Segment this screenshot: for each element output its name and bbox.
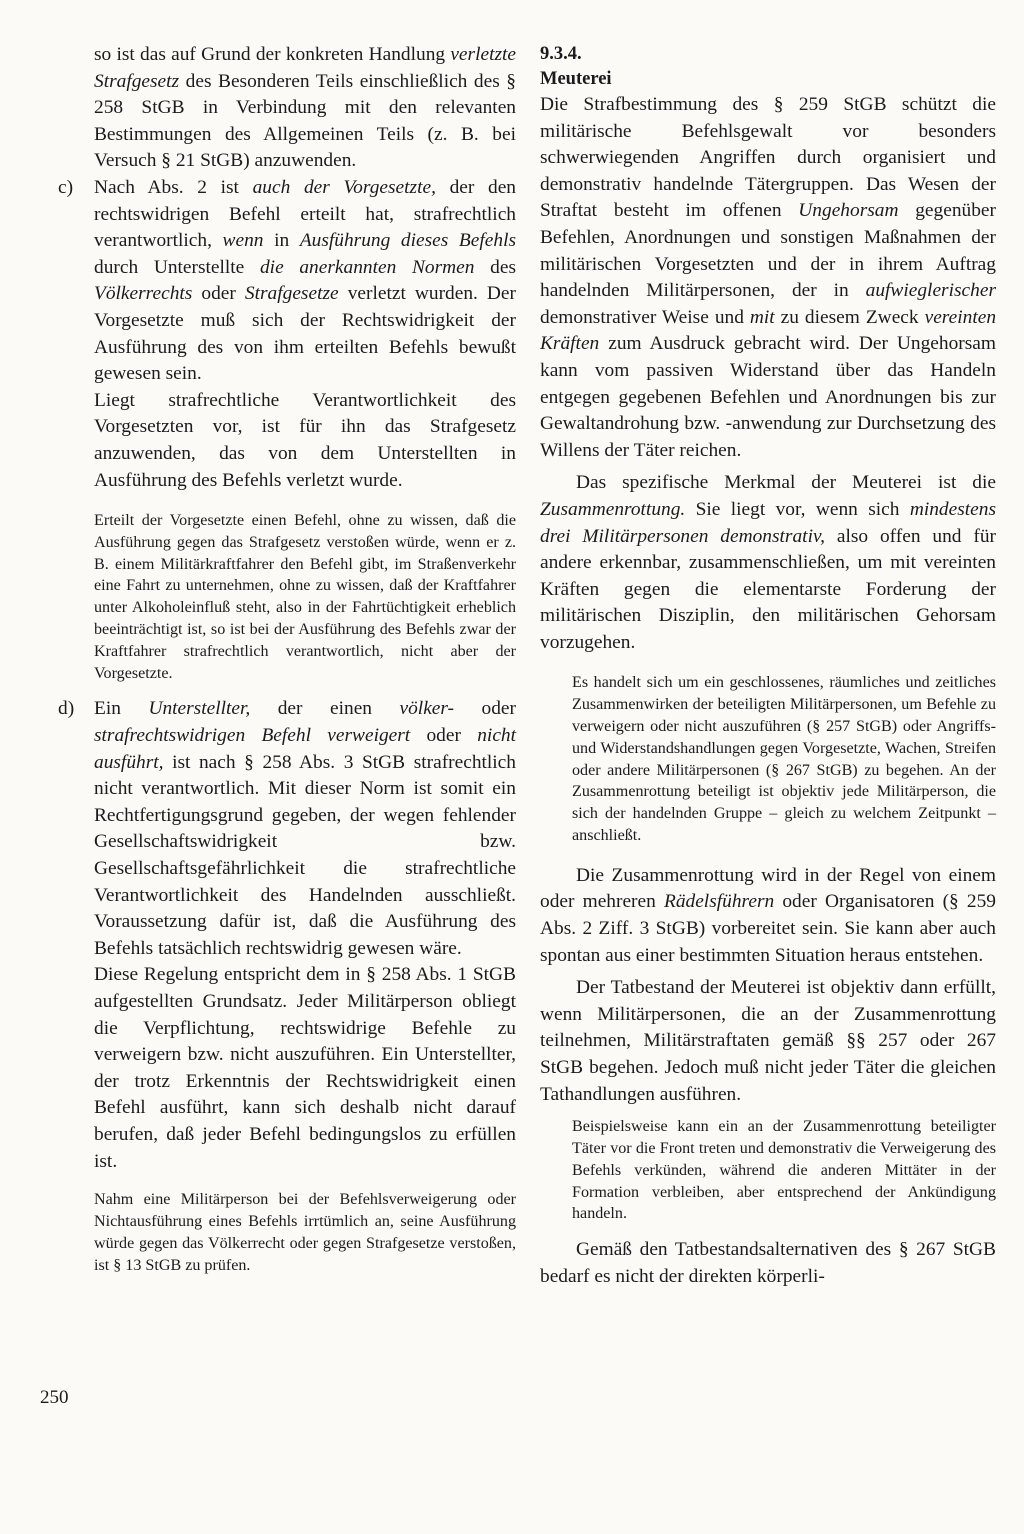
meuterei-paragraph-3: Die Zusammenrottung wird in der Regel von einem oder mehreren Rädelsführern oder Organisatoren (§ 259 Abs. 2 Ziff. 3 StGB) vorbereitet sein. Sie kann aber auch spontan aus einer bestimmten Situation heraus entstehen.	[540, 864, 996, 966]
meuterei-note-2: Beispielsweise kann ein an der Zusammenrottung beteiligter Täter vor die Front treten und demonstrativ die Verweigerung des Befehls verkünden, während die anderen Mittäter in der Formation verbleiben, aber entsprechend der Ankündigung handeln.	[572, 1118, 996, 1223]
list-item-c	[58, 175, 516, 685]
meuterei-paragraph-1: Die Strafbestimmung des § 259 StGB schützt die militärische Befehlsgewalt vor besonders schwerwiegenden Angriffen durch organisiert und demonstrativ handelnde Tätergruppen. Das Wesen der Straftat besteht im offenen Ungehorsam gegenüber Befehlen, Anordnungen und sonstigen Maßnahmen der militärischen Vorgesetzten und der in ihrem Auftrag handelnden Militärpersonen, der in aufwieglerischer demonstrativer Weise und mit zu diesem Zweck vereinten Kräften zum Ausdruck gebracht wird. Der Ungehorsam kann vom passiven Widerstand über das Handeln entgegen gegebenen Befehlen und Anordnungen bis zur Gewaltandrohung bzw. -anwendung zur Durchsetzung des Willens der Täter reichen.	[540, 94, 997, 461]
list-item-d	[58, 696, 516, 1276]
meuterei-note-1: Es handelt sich um ein geschlossenes, räumliches und zeitliches Zusammenwirken der beteiligten Militärpersonen, um Befehle zu verweigern oder nicht auszuführen (§ 257 StGB) oder Angriffs- und Widerstandshandlungen gegen Vorgesetzte, Wachen, Streifen oder andere Militärpersonen (§ 267 StGB) zu begehen. An der Zusammenrottung beteiligt ist objektiv jede Militärperson, die sich der handelnden Gruppe – gleich zu welchem Zeitpunkt – anschließt.	[572, 674, 996, 845]
list-marker-d: d)	[58, 698, 75, 720]
meuterei-paragraph-4: Der Tatbestand der Meuterei ist objektiv dann erfüllt, wenn Militärpersonen, die an der Zusammenrottung teilnehmen, Militärstraftaten gemäß §§ 257 oder 267 StGB begehen. Jedoch muß nicht jeder Täter die gleichen Tathandlungen ausführen.	[540, 977, 996, 1105]
page-number: 250	[40, 1387, 69, 1408]
item-d-paragraph-1: Ein Unterstellter, der einen völker- oder strafrechtswidrigen Befehl verweigert oder nicht ausführt, ist nach § 258 Abs. 3 StGB strafrechtlich nicht verantwortlich. Mit dieser Norm ist somit ein Rechtfertigungsgrund gegeben, der wegen fehlender Gesellschaftswidrigkeit bzw. Gesellschaftsgefährlichkeit die strafrechtliche Verantwortlichkeit des Handelnden ausschließt. Voraussetzung dafür ist, daß die Ausführung des Befehls tatsächlich rechtswidrig gewesen wäre.	[94, 698, 517, 959]
left-column	[58, 42, 516, 1276]
item-d-note: Nahm eine Militärperson bei der Befehlsverweigerung oder Nichtausführung eines Befehls irrtümlich an, seine Ausführung würde gegen das Völkerrecht oder gegen Strafgesetze verstoßen, ist § 13 StGB zu prüfen.	[94, 1191, 516, 1274]
item-d-paragraph-2: Diese Regelung entspricht dem in § 258 Abs. 1 StGB aufgestellten Grundsatz. Jeder Militärperson obliegt die Verpflichtung, rechtswidrige Befehle zu verweigern bzw. nicht auszuführen. Ein Unterstellter, der trotz Erkenntnis der Rechtswidrigkeit einen Befehl ausführt, kann sich deshalb nicht darauf berufen, daß jeder Befehl bedingungslos zu erfüllen ist.	[94, 964, 516, 1172]
intro-paragraph: so ist das auf Grund der konkreten Handlung verletzte Strafgesetz des Besonderen Teils einschließlich des § 258 StGB in Verbindung mit den relevanten Bestimmungen des Allgemeinen Teils (z. B. bei Versuch § 21 StGB) anzuwenden.	[94, 44, 516, 172]
list-marker-c: c)	[58, 176, 74, 198]
meuterei-paragraph-2: Das spezifische Merkmal der Meuterei ist die Zusammenrottung. Sie liegt vor, wenn sich mindestens drei Militärpersonen demonstrativ, also offen und für andere erkennbar, zusammenschließen, um mit vereinten Kräften gegen die elementarste Forderung der militärischen Disziplin, den militärischen Gehorsam vorzugehen.	[540, 472, 996, 653]
item-c-paragraph-2: Liegt strafrechtliche Verantwortlichkeit des Vorgesetzten vor, ist für ihn das Strafgesetz anzuwenden, das von dem Unterstellten in Ausführung des Befehls verletzt wurde.	[94, 389, 516, 491]
item-c-paragraph-1: Nach Abs. 2 ist auch der Vorgesetzte, der den rechtswidrigen Befehl erteilt hat, strafrechtlich verantwortlich, wenn in Ausführung dieses Befehls durch Unterstellte die anerkannten Normen des Völkerrechts oder Strafgesetze verletzt wurden. Der Vorgesetzte muß sich der Rechtswidrigkeit der Ausführung des von ihm erteilten Befehls bewußt gewesen sein.	[94, 176, 517, 385]
section-title: Meuterei	[540, 69, 612, 89]
section-number: 9.3.4.	[540, 44, 582, 64]
meuterei-paragraph-5: Gemäß den Tatbestandsalternativen des § 267 StGB bedarf es nicht der direkten körperli-	[540, 1239, 996, 1287]
right-column	[540, 42, 996, 1290]
item-c-note: Erteilt der Vorgesetzte einen Befehl, ohne zu wissen, daß die Ausführung gegen das Strafgesetz verstoßen würde, wenn er z. B. einem Militärkraftfahrer den Befehl gibt, im Straßenverkehr eine Fahrt zu unternehmen, ohne zu wissen, daß der Kraftfahrer unter Alkoholeinfluß steht, also in der Fahrtüchtigkeit erheblich beeinträchtigt ist, so ist bei der Ausführung des Befehls zwar der Kraftfahrer strafrechtlich verantwortlich, nicht aber der Vorgesetzte.	[94, 512, 516, 682]
